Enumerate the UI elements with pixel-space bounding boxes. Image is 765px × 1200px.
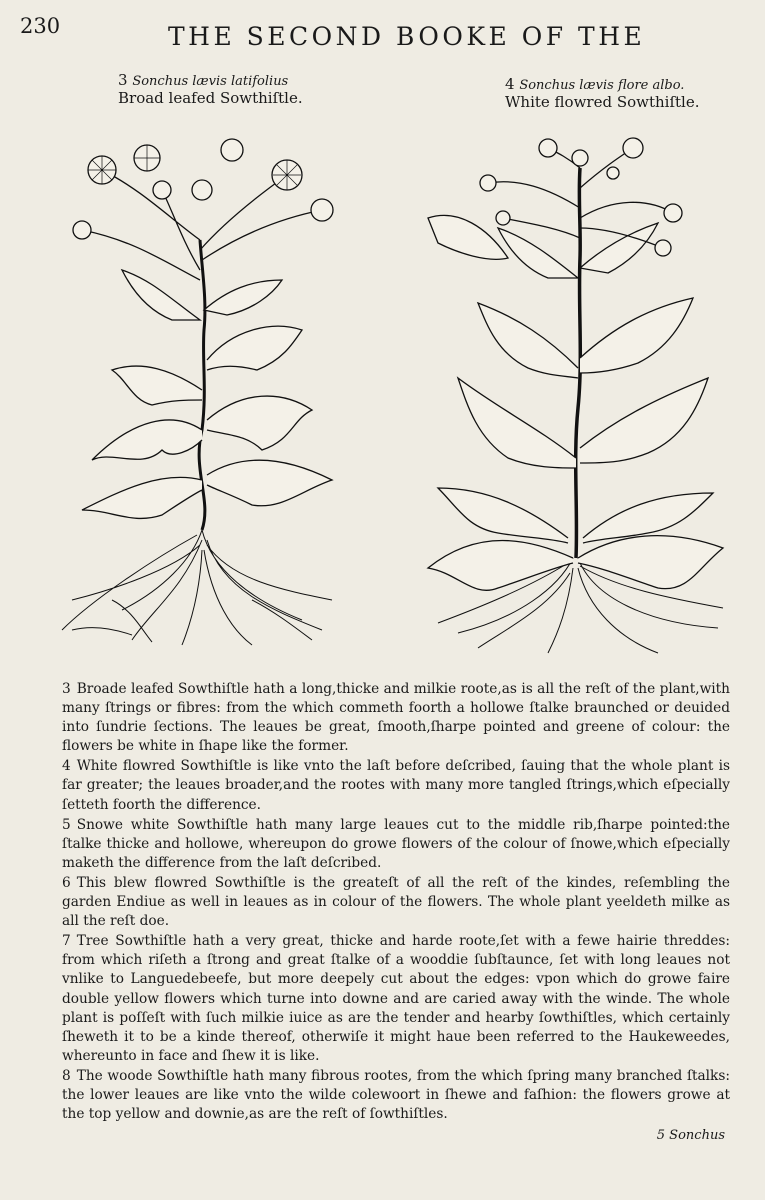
paragraph-text: This blew flowred Sowthiſtle is the greateſt of all the reſt of the kindes, reſembling the garden Endiue as well in leaues as in colour of the flowers. The whole plant yeeldeth milke as all the reſt doe.	[62, 874, 730, 930]
catchword: 5 Sonchus	[656, 1128, 725, 1143]
paragraph-text: Snowe white Sowthiſtle hath many large leaues cut to the middle rib,ſharpe pointed:the ſtalke thicke and hollowe, whereupon do growe flowers of the colour of ſnowe,which eſpecially maketh the difference from the laſt deſcribed.	[62, 816, 730, 871]
paragraph-number: 7	[62, 933, 71, 950]
main-stem	[576, 168, 581, 558]
paragraph-text: White flowred Sowthiſtle is like vnto the laſt before deſcribed, ſauing that the whole plant is far greater; the leaues broader,and the rootes with many more tangled ſtrings,which eſpecially ſetteth foorth the difference.	[62, 758, 730, 813]
paragraph	[62, 874, 730, 931]
paragraph-number: 4	[62, 758, 71, 775]
woodcut-white-flowred-sowthistle	[418, 128, 730, 658]
figure-english-name: Broad leafed Sowthiſtle.	[118, 89, 303, 107]
figure-latin-name: Sonchus lævis latifolius	[132, 74, 289, 89]
paragraph	[62, 1067, 730, 1124]
running-head: THE SECOND BOOKE OF THE	[168, 22, 646, 51]
page-number: 230	[20, 14, 61, 38]
body-text	[62, 680, 730, 1125]
paragraph-number: 5	[62, 816, 71, 833]
paragraph-text: The woode Sowthiſtle hath many fibrous rootes, from the which ſpring many branched ſtalks: the lower leaues are like vnto the wilde colewoort in ſhewe and faſhion: the flowers growe at the top yellow and downie,as are the reſt of ſowthiſtles.	[62, 1067, 730, 1123]
paragraph-number: 6	[62, 874, 71, 891]
woodcut-broad-leafed-sowthistle	[52, 130, 352, 650]
roots	[62, 530, 332, 645]
paragraph	[62, 757, 730, 814]
figure-number: 4	[505, 75, 515, 93]
flower-heads	[73, 139, 333, 239]
paragraph-number: 8	[62, 1067, 71, 1084]
leaves	[82, 270, 332, 518]
paragraph-text: Broade leafed Sowthiſtle hath a long,thicke and milkie roote,as is all the reſt of the plant,with many ſtrings or fibres: from the which commeth foorth a hollowe ſtalke braunched or deuided into ſundrie ſections. The leaues be great, ſmooth,ſharpe pointed and greene of colour: the flowers be white in ſhape like the former.	[62, 681, 730, 755]
paragraph	[62, 816, 730, 873]
figure-english-name: White flowred Sowthiſtle.	[505, 93, 700, 111]
paragraph-text: Tree Sowthiſtle hath a very great, thicke and harde roote,ſet with a fewe hairie threddes: from which riſeth a ſtrong and great ſtalke of a wooddie ſubſtaunce, ſet with long leaues not vnlike to Languedebeefe, but more deepely cut about the edges: vpon which do growe faire double yellow flowers which turne into downe and are caried away with the winde. The whole plant is poſſeſt with ſuch milkie iuice as are the tender and hearby ſowthiſtles, which certainly ſheweth it to be a kinde thereof, otherwiſe it might haue been referred to the Haukeweedes, whereunto in face and ſhew it is like.	[62, 933, 730, 1064]
figure-caption-left	[118, 72, 303, 107]
paragraph-number: 3	[62, 681, 71, 697]
figure-caption-right	[505, 76, 700, 111]
paragraph	[62, 932, 730, 1066]
paragraph	[62, 680, 730, 756]
figure-number: 3	[118, 71, 128, 89]
figure-latin-name: Sonchus lævis flore albo.	[519, 78, 685, 93]
